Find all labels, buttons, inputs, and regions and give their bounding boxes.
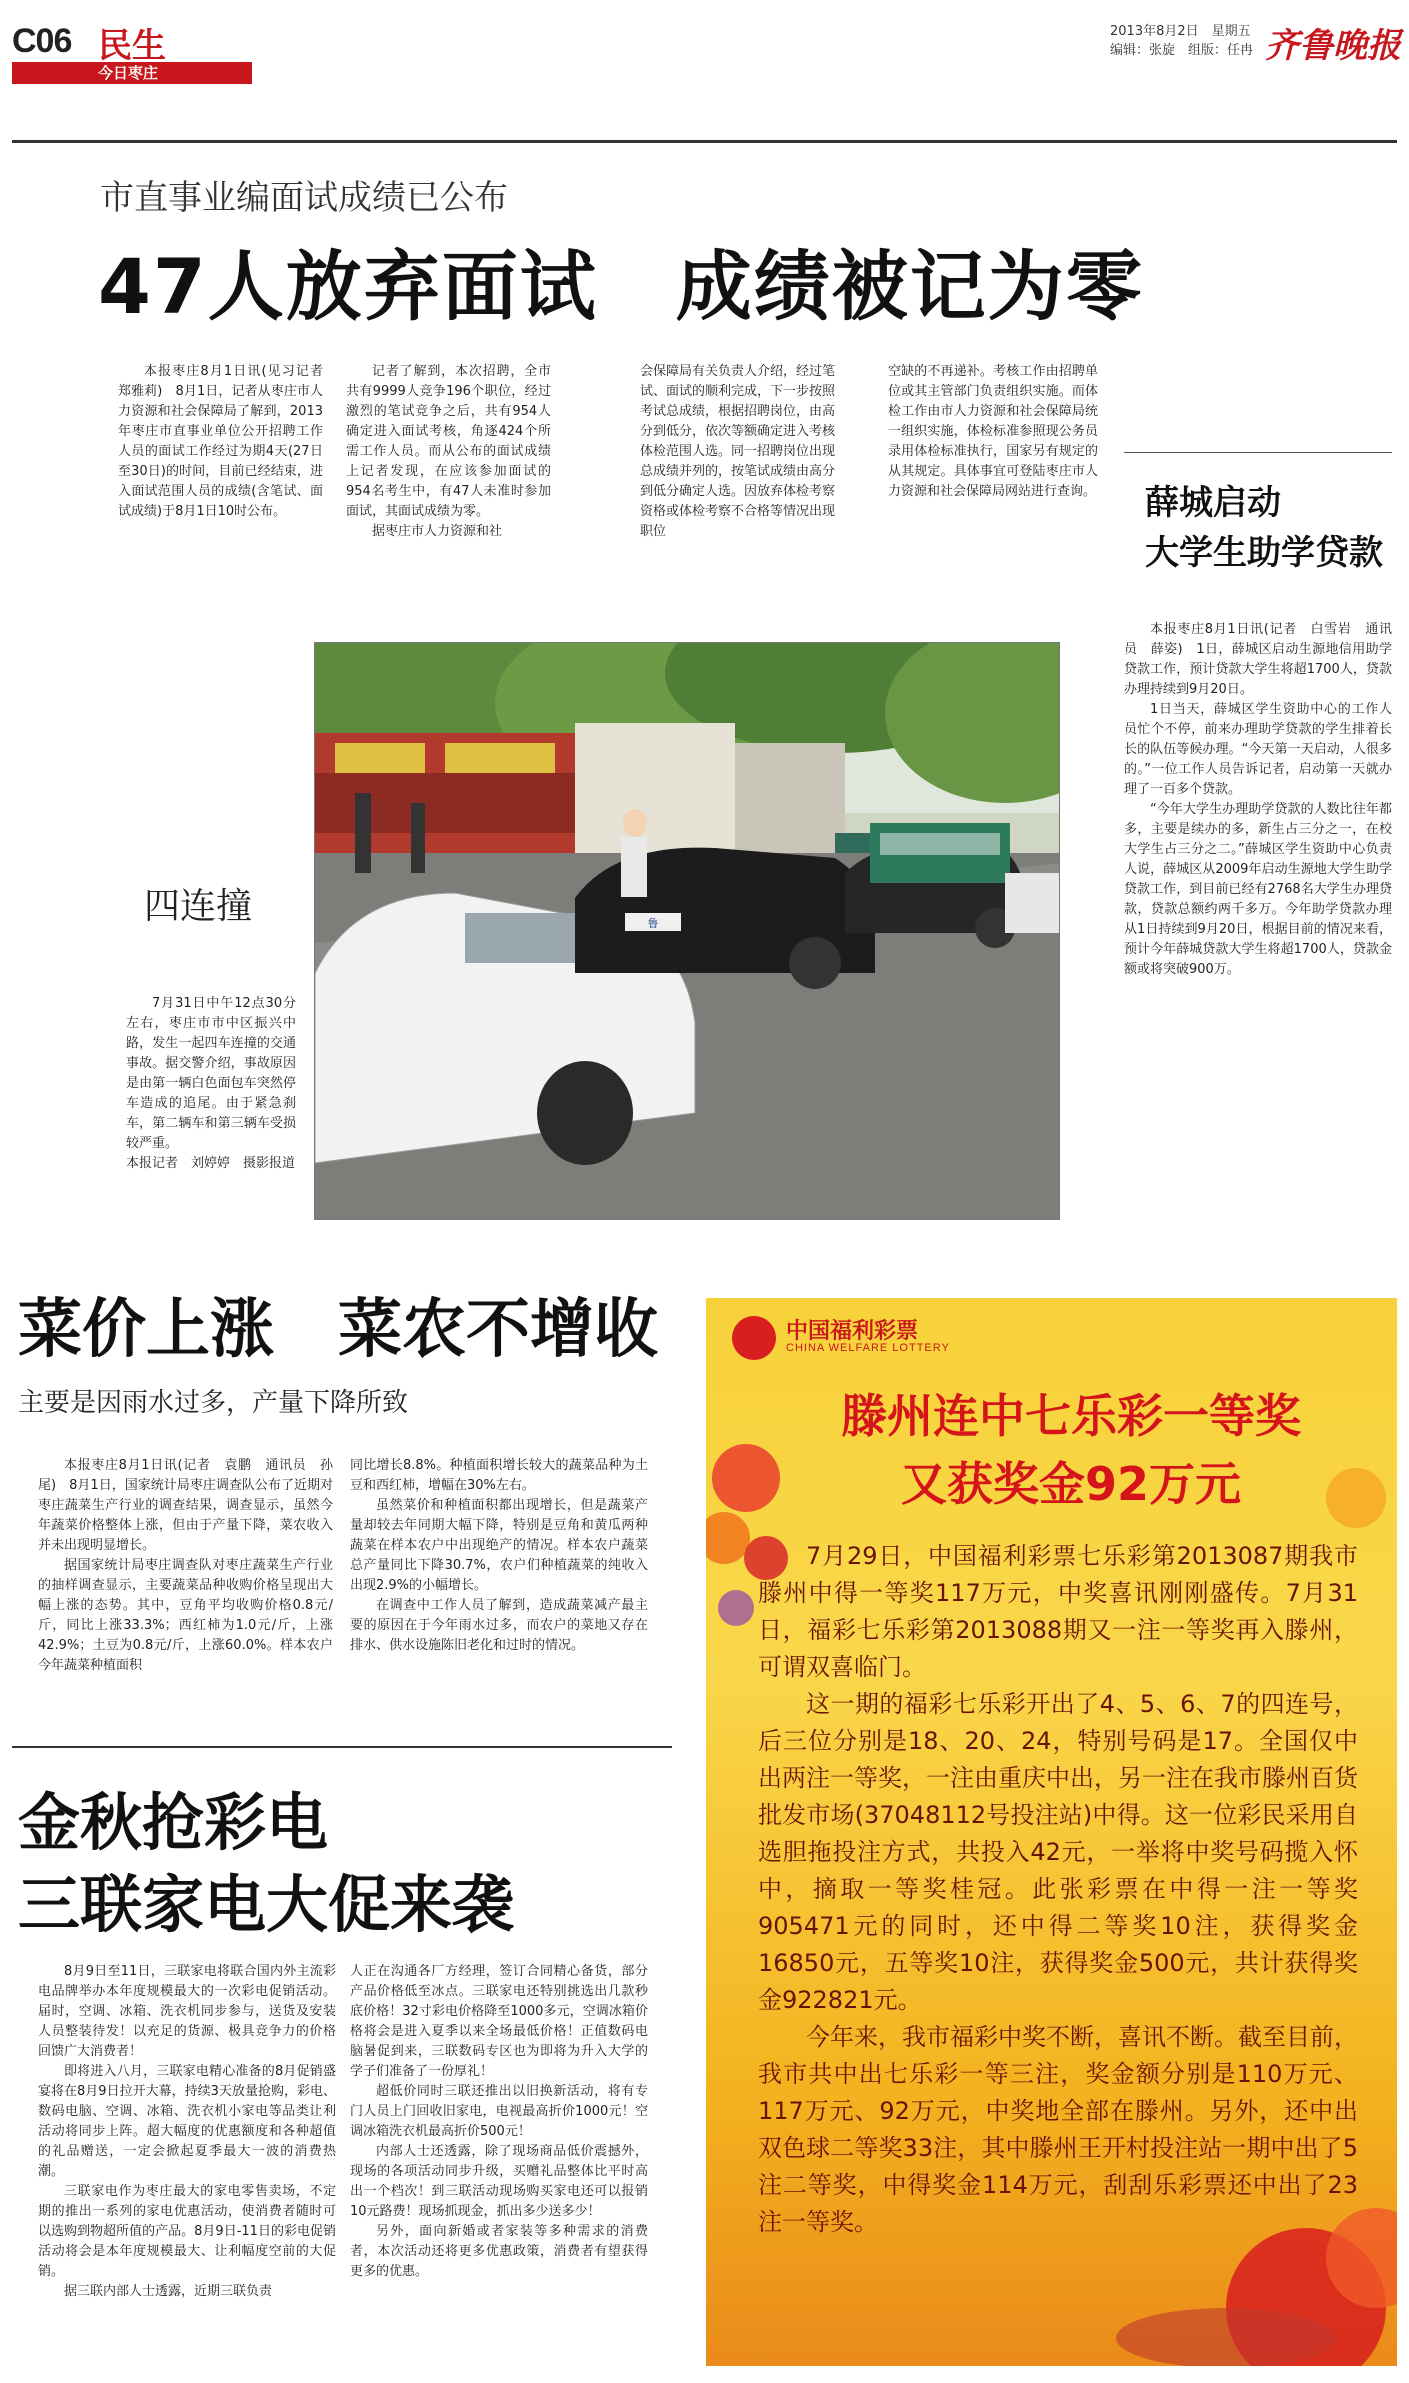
sidebar-body [1124, 620, 1392, 980]
veg-column-1 [38, 1456, 333, 1676]
ad-headline-2: 又获奖金92万元 [900, 1457, 1241, 1511]
subsection-title: 今日枣庄 [98, 64, 159, 82]
sidebar-headline [1145, 478, 1395, 578]
plate-text: 鲁 [647, 917, 659, 930]
ad-paragraph: 今年来，我市福彩中奖不断，喜讯不断。截至目前，我市共中出七乐彩一等三注，奖金额分别是110万元、117万元、92万元，中奖地全部在滕州。另外，还中出双色球二等奖33注，其中滕州王开村投注站一期中出了5注二等奖，中得奖金114万元，刮刮乐彩票还中出了23注一等奖。 [758, 2023, 1358, 2236]
article-headline: 47人放弃面试 成绩被记为零 [98, 242, 1144, 331]
veg-paragraph: 同比增长8.8%。种植面积增长较大的蔬菜品种为土豆和西红柿，增幅在30%左右。 [350, 1458, 648, 1493]
ad-body [758, 1538, 1358, 2241]
news-photo [314, 642, 1060, 1220]
top-rule [12, 140, 1397, 143]
appliance-paragraph: 8月9日至11日，三联家电将联合国内外主流彩电品牌举办本年度规模最大的一次彩电促销活动。届时，空调、冰箱、洗衣机同步参与，送货及安装人员整装待发！以充足的货源、极具竞争力的价格回馈广大消费者！ [38, 1964, 336, 2059]
article-paragraph: 记者了解到，本次招聘，全市共有9999人竞争196个职位，经过激烈的笔试竞争之后，共有954人确定进入面试考核，角逐424个所需工作人员。而从公布的面试成绩上记者发现，在应该参加面试的954名考生中，有47人未准时参加面试，其面试成绩为零。 [346, 364, 551, 519]
appliance-column-2 [350, 1962, 648, 2282]
sidebar-paragraph: 1日当天，薛城区学生资助中心的工作人员忙个不停，前来办理助学贷款的学生排着长长的队伍等候办理。“今天第一天启动，人很多的。”一位工作人员告诉记者，启动第一天就办理了一百多个贷款。 [1124, 702, 1392, 797]
appliance-column-1 [38, 1962, 336, 2302]
caption-credit: 本报记者 刘婷婷 摄影报道 [126, 1156, 296, 1171]
veg-paragraph: 虽然菜价和种植面积都出现增长，但是蔬菜产量却较去年同期大幅下降，特别是豆角和黄瓜两种蔬菜在样本农户中出现绝产的情况。样本农户蔬菜总产量同比下降30.7%，农户们种植蔬菜的纯收入出现2.9%的小幅增长。 [350, 1498, 648, 1593]
veg-headline: 菜价上涨 菜农不增收 [18, 1293, 658, 1367]
appliance-paragraph: 超低价同时三联还推出以旧换新活动，将有专门人员上门回收旧家电，电视最高折价1000元！空调冰箱洗衣机最高折价500元！ [350, 2084, 648, 2139]
veg-column-2 [350, 1456, 648, 1656]
article-paragraph: 会保障局有关负责人介绍，经过笔试、面试的顺利完成，下一步按照考试总成绩，根据招聘岗位，由高分到低分，依次等额确定进入考核体检范围人选。同一招聘岗位出现总成绩并列的，按笔试成绩由高分到低分确定人选。因放弃体检考察资格或体检考察不合格等情况出现职位 [640, 364, 836, 539]
appliance-paragraph: 据三联内部人士透露，近期三联负责 [64, 2284, 273, 2299]
appliance-paragraph: 三联家电作为枣庄最大的家电零售卖场，不定期的推出一系列的家电优惠活动，使消费者随时可以选购到物超所值的产品。8月9日-11日的彩电促销活动将会是本年度规模最大、让利幅度空前的大促销。 [38, 2184, 336, 2279]
appliance-headline-line-1: 金秋抢彩电 [18, 1786, 329, 1859]
appliance-paragraph: 内部人士还透露，除了现场商品低价震撼外，现场的各项活动同步升级，买赠礼品整体比平时高出一个档次！到三联活动现场购买家电还可以报销10元路费！现场抓现金，抓出多少送多少！ [350, 2144, 648, 2219]
veg-paragraph: 据国家统计局枣庄调查队对枣庄蔬菜生产行业的抽样调查显示，主要蔬菜品种收购价格呈现出大幅上涨的态势。其中，豆角平均收购价格0.8元/斤，同比上涨33.3%；西红柿为1.0元/斤，上涨42.9%；土豆为0.8元/斤，上涨60.0%。样本农户今年蔬菜种植面积 [38, 1558, 333, 1673]
bus [870, 823, 1010, 883]
page-number: C06 [12, 22, 72, 60]
ad-logo-text: 中国福利彩票 [786, 1319, 919, 1344]
black-sedan-1 [575, 848, 875, 989]
welfare-lottery-icon [732, 1316, 776, 1360]
article-paragraph: 空缺的不再递补。考核工作由招聘单位或其主管部门负责组织实施。而体检工作由市人力资源和社会保障局统一组织实施，体检标准参照现公务员录用体检标准执行，国家另有规定的从其规定。具体事宜可登陆枣庄市人力资源和社会保障局网站进行查询。 [888, 364, 1098, 499]
article-paragraph: 本报枣庄8月1日讯(见习记者 郑雅莉) 8月1日，记者从枣庄市人力资源和社会保障局了解到，2013年枣庄市直事业单位公开招聘工作人员的面试工作经过为期4天(27日至30日)的时间，目前已经结束，进入面试范围人员的成绩(含笔试、面试成绩)于8月1日10时公布。 [118, 364, 337, 519]
appliance-headline-line-2: 三联家电大促来袭 [18, 1868, 515, 1941]
appliance-headline [18, 1782, 668, 1946]
header-meta [1110, 22, 1253, 60]
article-paragraph: 据枣庄市人力资源和社 [372, 524, 503, 539]
sidebar-headline-line-1: 薛城启动 [1145, 483, 1281, 523]
veg-paragraph: 在调查中工作人员了解到，造成蔬菜减产最主要的原因在于今年雨水过多，而农户的菜地又存在排水、供水设施陈旧老化和过时的情况。 [350, 1598, 648, 1653]
sidebar-rule [1124, 452, 1392, 453]
article-column-4 [888, 362, 1098, 502]
accident-photo [315, 643, 1060, 1220]
sidebar-headline-line-2: 大学生助学贷款 [1145, 533, 1383, 573]
mid-rule [12, 1746, 672, 1748]
photo-caption [126, 994, 296, 1174]
sidebar-paragraph: 本报枣庄8月1日讯(记者 白雪岩 通讯员 薛姿) 1日，薛城区启动生源地信用助学贷款工作，预计贷款大学生将超1700人，贷款办理持续到9月20日。 [1124, 622, 1392, 697]
article-column-2 [346, 362, 551, 542]
veg-paragraph: 本报枣庄8月1日讯(记者 袁鹏 通讯员 孙尾) 8月1日，国家统计局枣庄调查队公布了近期对枣庄蔬菜生产行业的调查结果，调查显示，虽然今年蔬菜价格整体上涨，但由于产量下降，菜农收入并未出现明显增长。 [38, 1458, 333, 1553]
section-title: 民生 [98, 26, 166, 66]
ad-paragraph: 这一期的福彩七乐彩开出了4、5、6、7的四连号，后三位分别是18、20、24，特别号码是17。全国仅中出两注一等奖，一注由重庆中出，另一注在我市滕州百货批发市场(37048112号投注站)中得。这一位彩民采用自选胆拖投注方式，共投入42元，一举将中奖号码揽入怀中，摘取一等奖桂冠。此张彩票在中得一注一等奖905471元的同时，还中得二等奖10注，获得奖金16850元，五等奖10注，获得奖金500元，共计获得奖金922821元。 [758, 1690, 1358, 2014]
ad-logo-english: CHINA WELFARE LOTTERY [786, 1342, 950, 1354]
article-kicker: 市直事业编面试成绩已公布 [100, 178, 508, 218]
appliance-paragraph: 即将进入八月，三联家电精心准备的8月促销盛宴将在8月9日拉开大幕，持续3天放量抢购，彩电、数码电脑、空调、冰箱、洗衣机小家电等品类让利活动将同步上阵。超大幅度的优惠额度和各种超值的礼品赠送，一定会掀起夏季最大一波的消费热潮。 [38, 2064, 336, 2179]
date-line: 2013年8月2日 星期五 [1110, 24, 1251, 39]
veg-subhead: 主要是因雨水过多，产量下降所致 [18, 1388, 409, 1418]
sidebar-paragraph: “今年大学生办理助学贷款的人数比往年都多，主要是续办的多，新生占三分之一，在校大学生占三分之二。”薛城区学生资助中心负责人说，薛城区从2009年启动生源地大学生助学贷款工作，到目前已经有2768名大学生办理贷款，贷款总额约两千多万。今年助学贷款办理从1日持续到9月20日，根据目前的情况来看，预计今年薛城贷款大学生将超1700人，贷款金额或将突破900万。 [1124, 802, 1392, 977]
photo-title: 四连撞 [144, 886, 253, 927]
masthead-logo: 齐鲁晚报 [1265, 26, 1401, 66]
appliance-paragraph: 人正在沟通各厂方经理，签订合同精心备货，部分产品价格低至冰点。三联家电还特别挑选出几款秒底价格！32寸彩电价格降至1000多元，空调冰箱价格将会是进入夏季以来全场最低价格！正值数码电脑暑促到来，三联数码专区也为即将为升入大学的学子们准备了一份厚礼！ [350, 1964, 648, 2079]
article-column-1 [118, 362, 337, 522]
editor-line: 编辑：张旋 组版：任冉 [1110, 43, 1254, 58]
appliance-paragraph: 另外，面向新婚或者家装等多种需求的消费者，本次活动还将更多优惠政策，消费者有望获得更多的优惠。 [350, 2224, 648, 2279]
caption-text: 7月31日中午12点30分左右，枣庄市市中区振兴中路，发生一起四车连撞的交通事故。据交警介绍，事故原因是由第一辆白色面包车突然停车造成的追尾。由于紧急刹车，第二辆车和第三辆车受损较严重。 [126, 996, 296, 1151]
lottery-advertisement [706, 1298, 1397, 2366]
ad-paragraph: 7月29日，中国福利彩票七乐彩第2013087期我市滕州中得一等奖117万元，中奖喜讯刚刚盛传。7月31日，福彩七乐彩第2013088期又一注一等奖再入滕州，可谓双喜临门。 [758, 1542, 1358, 1681]
article-column-3 [640, 362, 835, 542]
ad-headline-1: 滕州连中七乐彩一等奖 [841, 1389, 1301, 1443]
